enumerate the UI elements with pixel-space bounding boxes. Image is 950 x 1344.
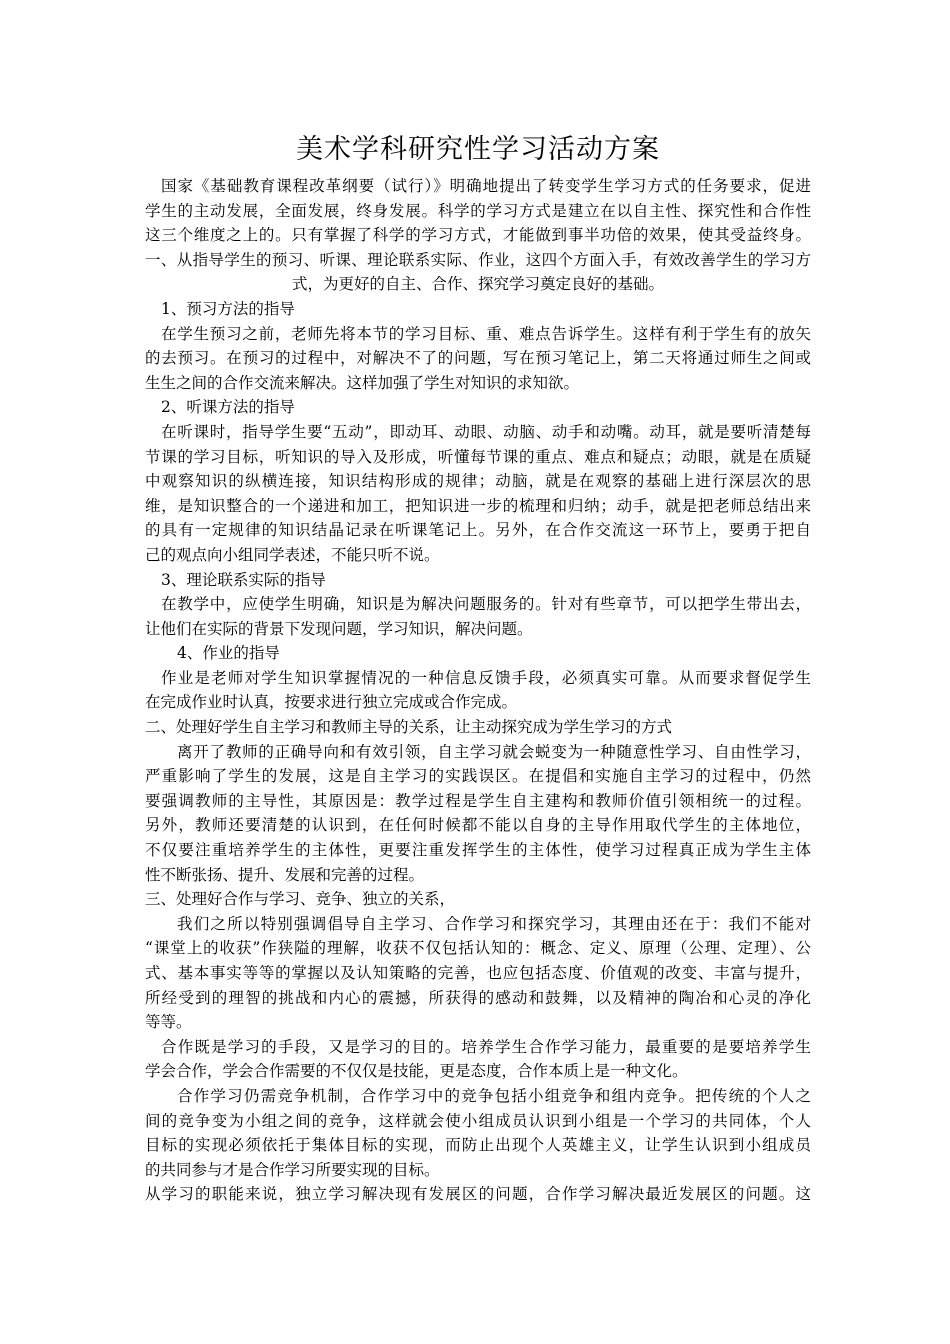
text-line: 维，是知识整合的一个递进和加工，把知识进一步的梳理和归纳；动手，就是把老师总结出来 [145, 496, 811, 515]
text-line: 国家《基础教育课程改革纲要（试行）》明确地提出了转变学生学习方式的任务要求，促进 [161, 177, 811, 195]
text-line: 严重影响了学生的发展，这是自主学习的实践误区。在提倡和实施自主学习的过程中，仍然 [145, 767, 811, 786]
text-line: 三、处理好合作与学习、竞争、独立的关系， [145, 890, 456, 909]
text-line: 一、从指导学生的预习、听课、理论联系实际、作业，这四个方面入手，有效改善学生的学习方 [145, 250, 811, 269]
text-line: 在学生预习之前，老师先将本节的学习目标、重、难点告诉学生。这样有利于学生有的放矢 [161, 324, 811, 343]
text-line: 生生之间的合作交流来解决。这样加强了学生对知识的求知欲。 [145, 373, 580, 392]
text-line: 的共同参与才是合作学习所要实现的目标。 [145, 1160, 440, 1179]
text-line: 作业是老师对学生知识掌握情况的一种信息反馈手段，必须真实可靠。从而要求督促学生 [161, 668, 811, 687]
text-line: 不仅要注重培养学生的主体性，更要注重发挥学生的主体性，使学习过程真正成为学生主体 [145, 841, 811, 860]
text-line: “课堂上的收获”作狭隘的理解，收获不仅包括认知的：概念、定义、原理（公理、定理）、公 [145, 939, 811, 958]
text-line: 合作既是学习的手段，又是学习的目的。培养学生合作学习能力，最重要的是要培养学生 [161, 1037, 811, 1056]
text-line: 3、理论联系实际的指导 [161, 570, 326, 589]
text-line: 在听课时，指导学生要“五动”，即动耳、动眼、动脑、动手和动嘴。动耳，就是要听清楚每 [161, 422, 811, 441]
text-line: 从学习的职能来说，独立学习解决现有发展区的问题，合作学习解决最近发展区的问题。这 [145, 1185, 811, 1204]
text-line: 性不断张扬、提升、发展和完善的过程。 [145, 865, 425, 884]
text-line: 这三个维度之上的。只有掌握了科学的学习方式，才能做到事半功倍的效果，使其受益终身。 [145, 226, 811, 245]
text-line: 1、预习方法的指导 [161, 299, 295, 318]
text-line: 的去预习。在预习的过程中，对解决不了的问题，写在预习笔记上，第二天将通过师生之间或 [145, 349, 811, 368]
document-body [145, 174, 811, 1207]
text-line: 4、作业的指导 [177, 644, 280, 663]
text-line: 学会合作，学会合作需要的不仅仅是技能，更是态度，合作本质上是一种文化。 [145, 1062, 688, 1081]
text-line: 我们之所以特别强调倡导自主学习、合作学习和探究学习，其理由还在于：我们不能对 [177, 914, 811, 933]
text-line: 间的竞争变为小组之间的竞争，这样就会使小组成员认识到小组是一个学习的共同体，个人 [145, 1111, 811, 1130]
text-line: 所经受到的理智的挑战和内心的震撼，所获得的感动和鼓舞，以及精神的陶冶和心灵的净化 [145, 988, 811, 1007]
text-line: 学生的主动发展，全面发展，终身发展。科学的学习方式是建立在以自主性、探究性和合作性 [145, 201, 811, 220]
text-line: 另外，教师还要清楚的认识到，在任何时候都不能以自身的主导作用取代学生的主体地位， [145, 816, 811, 835]
text-line: 式、基本事实等等的掌握以及认知策略的完善，也应包括态度、价值观的改变、丰富与提升， [145, 964, 811, 982]
text-line: 让他们在实际的背景下发现问题，学习知识，解决问题。 [145, 619, 533, 638]
text-line: 中观察知识的纵横连接，知识结构形成的规律；动脑，就是在观察的基础上进行深层次的思 [145, 472, 811, 491]
text-line: 等等。 [145, 1013, 192, 1032]
text-line: 2、听课方法的指导 [161, 398, 295, 417]
text-line: 离开了教师的正确导向和有效引领，自主学习就会蜕变为一种随意性学习、自由性学习， [177, 742, 811, 761]
text-line: 己的观点向小组同学表述，不能只听不说。 [145, 545, 440, 564]
text-line: 要强调教师的主导性，其原因是：教学过程是学生自主建构和教师价值引领相统一的过程。 [145, 791, 811, 810]
text-line: 的具有一定规律的知识结晶记录在听课笔记上。另外，在合作交流这一环节上，要勇于把自 [145, 521, 811, 540]
text-line: 在教学中，应使学生明确，知识是为解决问题服务的。针对有些章节，可以把学生带出去， [161, 595, 811, 614]
text-line: 二、处理好学生自主学习和教师主导的关系，让主动探究成为学生学习的方式 [145, 718, 673, 737]
text-line: 合作学习仍需竞争机制，合作学习中的竞争包括小组竞争和组内竞争。把传统的个人之 [177, 1086, 811, 1105]
text-line: 目标的实现必须依托于集体目标的实现，而防止出现个人英雄主义，让学生认识到小组成员 [145, 1136, 811, 1155]
text-line: 节课的学习目标，听知识的导入及形成，听懂每节课的重点、难点和疑点；动眼，就是在质疑 [145, 447, 811, 466]
text-line: 式，为更好的自主、合作、探究学习奠定良好的基础。 [291, 275, 664, 294]
document-page [145, 130, 811, 1207]
document-title: 美术学科研究性学习活动方案 [296, 134, 660, 165]
text-line: 在完成作业时认真，按要求进行独立完成或合作完成。 [145, 693, 518, 712]
